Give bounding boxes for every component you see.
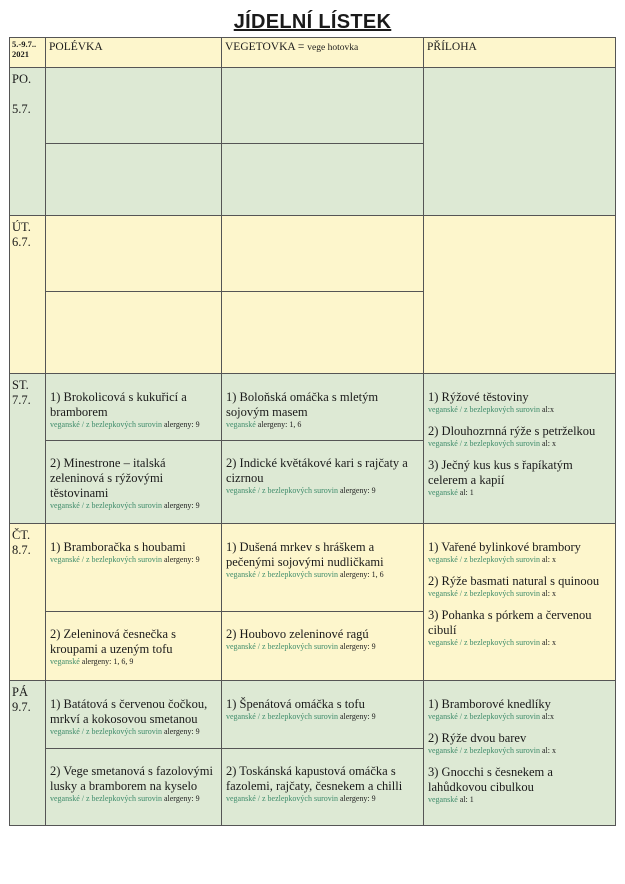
side-item [428, 731, 612, 756]
dish-name: 2) Minestrone – italská zeleninová s rýžovými těstovinami [50, 456, 166, 500]
diet-tag: veganské / z bezlepkových surovin [428, 589, 540, 598]
dish-name: 1) Špenátová omáčka s tofu [226, 697, 365, 711]
diet-tag: veganské / z bezlepkových surovin [226, 794, 338, 803]
diet-tag: veganské / z bezlepkových surovin [226, 570, 338, 579]
allergen-tag: al: 1 [459, 488, 474, 497]
side-cell [424, 681, 616, 826]
soup-item [46, 374, 222, 441]
dish-tags [50, 501, 218, 511]
day-date: 8.7. [12, 543, 31, 557]
veg-item [222, 681, 424, 749]
soup-item [46, 612, 222, 681]
diet-tag: veganské / z bezlepkových surovin [50, 794, 162, 803]
dish-name: 1) Batátová s červenou čočkou, mrkví a kokosovou smetanou [50, 697, 208, 726]
dish-tags [428, 555, 612, 565]
day-row-wednesday-1 [10, 374, 616, 441]
day-cell-wednesday [10, 374, 46, 524]
dish-name: 1) Dušená mrkev s hráškem a pečenými sojovými nudličkami [226, 540, 384, 569]
day-cell-tuesday [10, 216, 46, 374]
dish-tags [428, 405, 612, 415]
veg-item [222, 749, 424, 826]
day-date: 6.7. [12, 235, 31, 249]
dish-tags [428, 488, 612, 498]
dish-name: 3) Gnocchi s česnekem a lahůdkovou cibulkou [428, 765, 553, 794]
dish-tags [428, 795, 612, 805]
side-item [428, 574, 612, 599]
allergen-tag: alergeny: 9 [163, 555, 200, 564]
dish-tags [226, 570, 420, 580]
soup-cell-empty [46, 144, 222, 216]
side-item [428, 390, 612, 415]
dish-name: 1) Brokolicová s kukuřicí a bramborem [50, 390, 187, 419]
side-item [428, 540, 612, 565]
diet-tag: veganské [226, 420, 256, 429]
column-header-side: PŘÍLOHA [424, 38, 616, 68]
dish-name: 1) Boloňská omáčka s mletým sojovým masem [226, 390, 379, 419]
allergen-tag: al: 1 [459, 795, 474, 804]
dish-name: 2) Indické květákové kari s rajčaty a cizrnou [226, 456, 408, 485]
dish-name: 1) Vařené bylinkové brambory [428, 540, 581, 554]
dish-tags [428, 746, 612, 756]
diet-tag: veganské / z bezlepkových surovin [226, 642, 338, 651]
allergen-tag: al: x [541, 439, 556, 448]
dish-name: 1) Bramborové knedlíky [428, 697, 551, 711]
page-title: JÍDELNÍ LÍSTEK [233, 11, 392, 33]
dish-tags [428, 638, 612, 648]
veg-item [222, 612, 424, 681]
dish-name: 1) Rýžové těstoviny [428, 390, 529, 404]
dish-name: 3) Pohanka s pórkem a červenou cibulí [428, 608, 592, 637]
day-row-friday-1 [10, 681, 616, 749]
side-item [428, 424, 612, 449]
dish-name: 1) Bramboračka s houbami [50, 540, 186, 554]
dish-tags [428, 589, 612, 599]
dish-tags [428, 439, 612, 449]
allergen-tag: alergeny: 9 [163, 420, 200, 429]
veg-item [222, 524, 424, 612]
dish-name: 2) Rýže basmati natural s quinoou [428, 574, 600, 588]
allergen-tag: alergeny: 9 [163, 501, 200, 510]
column-header-veg-note: vege hotovka [307, 43, 359, 53]
side-item [428, 765, 612, 805]
dish-tags [50, 420, 218, 430]
day-cell-friday [10, 681, 46, 826]
dish-name: 3) Ječný kus kus s řapíkatým celerem a kapií [428, 458, 573, 487]
soup-item [46, 749, 222, 826]
soup-item [46, 524, 222, 612]
side-cell [424, 374, 616, 524]
day-cell-monday [10, 68, 46, 216]
diet-tag: veganské / z bezlepkových surovin [428, 405, 540, 414]
dish-tags [50, 727, 218, 737]
side-cell-empty [424, 216, 616, 374]
soup-cell-empty [46, 292, 222, 374]
date-range: 5.-9.7.. 2021 [10, 38, 46, 68]
day-row-monday-1 [10, 68, 616, 144]
day-date: 7.7. [12, 393, 31, 407]
allergen-tag: alergeny: 9 [163, 794, 200, 803]
side-cell [424, 524, 616, 681]
soup-item [46, 681, 222, 749]
allergen-tag: alergeny: 9 [339, 712, 376, 721]
dish-name: 2) Dlouhozrnná rýže s petrželkou [428, 424, 596, 438]
dish-tags [226, 420, 420, 430]
diet-tag: veganské / z bezlepkových surovin [50, 555, 162, 564]
diet-tag: veganské [428, 488, 458, 497]
side-item [428, 697, 612, 722]
side-item [428, 608, 612, 648]
menu-table [9, 37, 616, 826]
allergen-tag: al: x [541, 746, 556, 755]
allergen-tag: alergeny: 9 [339, 486, 376, 495]
diet-tag: veganské / z bezlepkových surovin [428, 439, 540, 448]
day-cell-thursday [10, 524, 46, 681]
dish-name: 2) Toskánská kapustová omáčka s fazolemi, rajčaty, česnekem a chilli [226, 764, 403, 793]
allergen-tag: alergeny: 9 [339, 642, 376, 651]
diet-tag: veganské / z bezlepkových surovin [428, 712, 540, 721]
dish-name: 2) Rýže dvou barev [428, 731, 527, 745]
allergen-tag: al:x [541, 712, 554, 721]
diet-tag: veganské / z bezlepkových surovin [428, 638, 540, 647]
veg-cell-empty [222, 292, 424, 374]
day-abbr: PÁ [12, 685, 28, 699]
soup-item [46, 441, 222, 524]
allergen-tag: alergeny: 9 [339, 794, 376, 803]
veg-cell-empty [222, 144, 424, 216]
dish-tags [50, 794, 218, 804]
dish-tags [428, 712, 612, 722]
column-header-veg [222, 38, 424, 68]
allergen-tag: alergeny: 1, 6 [257, 420, 302, 429]
day-abbr: PO. [12, 72, 32, 86]
dish-name: 2) Houbovo zeleninové ragú [226, 627, 369, 641]
allergen-tag: al: x [541, 589, 556, 598]
veg-cell-empty [222, 68, 424, 144]
dish-name: 2) Vege smetanová s fazolovými lusky a bramborem na kyselo [50, 764, 213, 793]
soup-cell-empty [46, 216, 222, 292]
diet-tag: veganské / z bezlepkových surovin [50, 727, 162, 736]
soup-cell-empty [46, 68, 222, 144]
day-date: 9.7. [12, 700, 31, 714]
veg-item [222, 374, 424, 441]
veg-item [222, 441, 424, 524]
side-cell-empty [424, 68, 616, 216]
dish-tags [226, 642, 420, 652]
diet-tag: veganské / z bezlepkových surovin [428, 555, 540, 564]
dish-name: 2) Zeleninová česnečka s kroupami a uzeným tofu [50, 627, 176, 656]
dish-tags [226, 486, 420, 496]
day-row-tuesday-1 [10, 216, 616, 292]
dish-tags [50, 657, 218, 667]
diet-tag: veganské [428, 795, 458, 804]
column-header-veg-label: VEGETOVKA = [225, 41, 308, 53]
diet-tag: veganské / z bezlepkových surovin [428, 746, 540, 755]
allergen-tag: alergeny: 9 [163, 727, 200, 736]
allergen-tag: alergeny: 1, 6 [339, 570, 384, 579]
diet-tag: veganské / z bezlepkových surovin [226, 712, 338, 721]
allergen-tag: al: x [541, 638, 556, 647]
header-row [10, 38, 616, 68]
dish-tags [226, 712, 420, 722]
veg-cell-empty [222, 216, 424, 292]
side-item [428, 458, 612, 498]
day-abbr: ČT. [12, 528, 31, 542]
day-row-thursday-1 [10, 524, 616, 612]
dish-tags [50, 555, 218, 565]
column-header-soup: POLÉVKA [46, 38, 222, 68]
diet-tag: veganské / z bezlepkových surovin [50, 501, 162, 510]
allergen-tag: al:x [541, 405, 554, 414]
day-abbr: ST. [12, 378, 29, 392]
allergen-tag: alergeny: 1, 6, 9 [81, 657, 134, 666]
diet-tag: veganské / z bezlepkových surovin [50, 420, 162, 429]
day-abbr: ÚT. [12, 220, 31, 234]
allergen-tag: al: x [541, 555, 556, 564]
dish-tags [226, 794, 420, 804]
diet-tag: veganské / z bezlepkových surovin [226, 486, 338, 495]
day-date: 5.7. [12, 102, 31, 116]
diet-tag: veganské [50, 657, 80, 666]
